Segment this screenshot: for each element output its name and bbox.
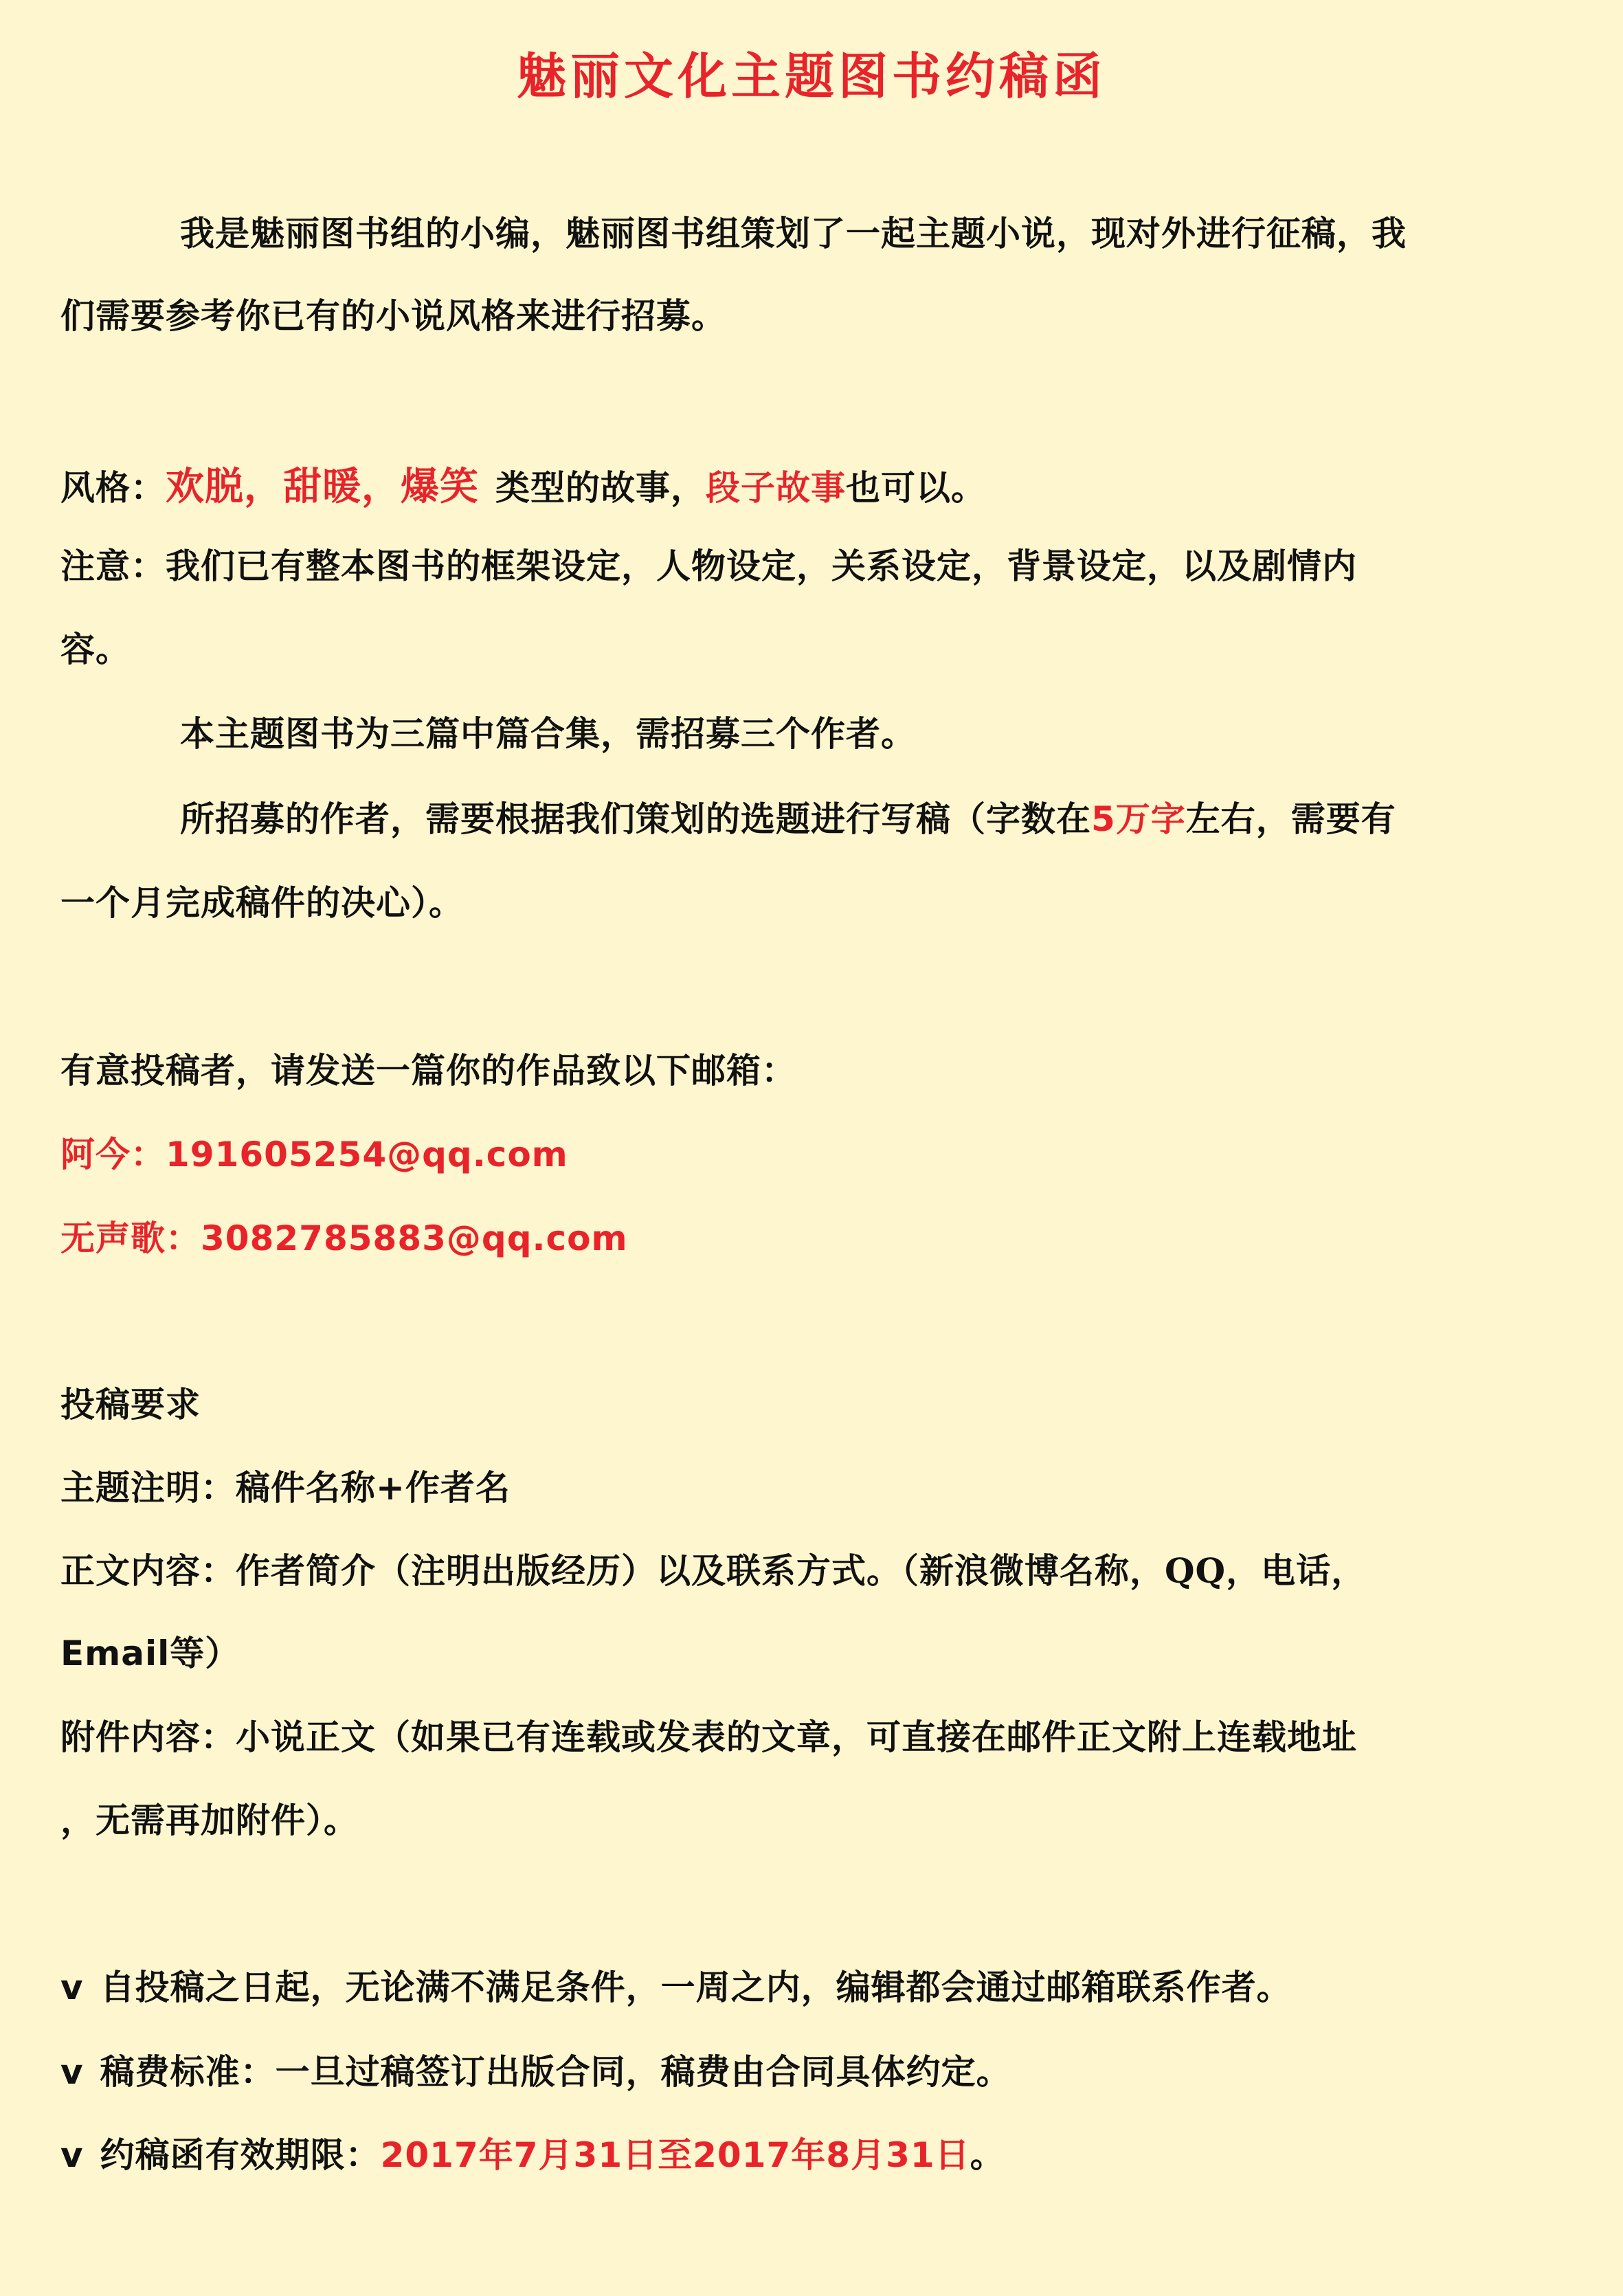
requirement-end: 左右，需要有 bbox=[1185, 799, 1396, 839]
contact-name: 无声歌： bbox=[60, 1218, 201, 1258]
bullet-text: 稿费标准：一旦过稿签订出版合同，稿费由合同具体约定。 bbox=[100, 2051, 1011, 2092]
style-middle: 类型的故事， bbox=[495, 467, 706, 508]
note-line-1: 注意：我们已有整本图书的框架设定，人物设定，关系设定，背景设定，以及剧情内 bbox=[60, 546, 1357, 586]
requirement-line-1 bbox=[180, 797, 1396, 841]
rules-body-line-2: Email等） bbox=[60, 1634, 240, 1673]
bullet-marker: v bbox=[60, 1968, 84, 2007]
bullet-text: 自投稿之日起，无论满不满足条件，一周之内，编辑都会通过邮箱联系作者。 bbox=[100, 1967, 1292, 2007]
rules-body-line-1: 正文内容：作者简介（注明出版经历）以及联系方式。（新浪微博名称，QQ，电话， bbox=[60, 1550, 1367, 1591]
bullet-item-3 bbox=[60, 2133, 1005, 2177]
bullet-item-2 bbox=[60, 2050, 1011, 2094]
requirement-start: 所招募的作者，需要根据我们策划的选题进行写稿（字数在 bbox=[180, 799, 1091, 839]
contact-email-link[interactable]: 191605254@qq.com bbox=[166, 1135, 568, 1174]
style-line bbox=[60, 465, 986, 510]
rules-heading: 投稿要求 bbox=[60, 1384, 201, 1425]
intro-line-1: 我是魅丽图书组的小编，魅丽图书组策划了一起主题小说，现对外进行征稿，我 bbox=[180, 213, 1407, 254]
collection-line: 本主题图书为三篇中篇合集，需招募三个作者。 bbox=[180, 713, 916, 754]
bullet-marker: v bbox=[60, 2052, 84, 2092]
note-line-2: 容。 bbox=[60, 629, 131, 669]
style-end: 也可以。 bbox=[846, 467, 986, 508]
validity-end: 。 bbox=[970, 2135, 1005, 2175]
validity-label: 约稿函有效期限： bbox=[100, 2135, 381, 2175]
page-title: 魅丽文化主题图书约稿函 bbox=[516, 47, 1106, 105]
word-count: 5万字 bbox=[1091, 799, 1186, 839]
submit-intro: 有意投稿者，请发送一篇你的作品致以下邮箱： bbox=[60, 1050, 796, 1091]
contact-item bbox=[60, 1216, 628, 1260]
style-highlight: 欢脱，甜暖，爆笑 bbox=[166, 464, 479, 509]
contact-item bbox=[60, 1133, 568, 1177]
bullet-item-1 bbox=[60, 1965, 1292, 2009]
requirement-line-2: 一个月完成稿件的决心）。 bbox=[60, 882, 464, 923]
validity-dates: 2017年7月31日至2017年8月31日 bbox=[380, 2135, 970, 2175]
style-label: 风格： bbox=[60, 467, 166, 508]
rules-attach-line-1: 附件内容：小说正文（如果已有连载或发表的文章，可直接在邮件正文附上连载地址 bbox=[60, 1717, 1357, 1757]
rules-attach-line-2: ，无需再加附件）。 bbox=[60, 1800, 359, 1840]
intro-line-2: 们需要参考你已有的小说风格来进行招募。 bbox=[60, 296, 726, 336]
bullet-marker: v bbox=[60, 2135, 84, 2175]
contact-email-link[interactable]: 3082785883@qq.com bbox=[201, 1218, 628, 1258]
contact-name: 阿今： bbox=[60, 1134, 166, 1174]
rules-subject: 主题注明：稿件名称+作者名 bbox=[60, 1467, 511, 1508]
style-highlight-2: 段子故事 bbox=[706, 467, 846, 508]
